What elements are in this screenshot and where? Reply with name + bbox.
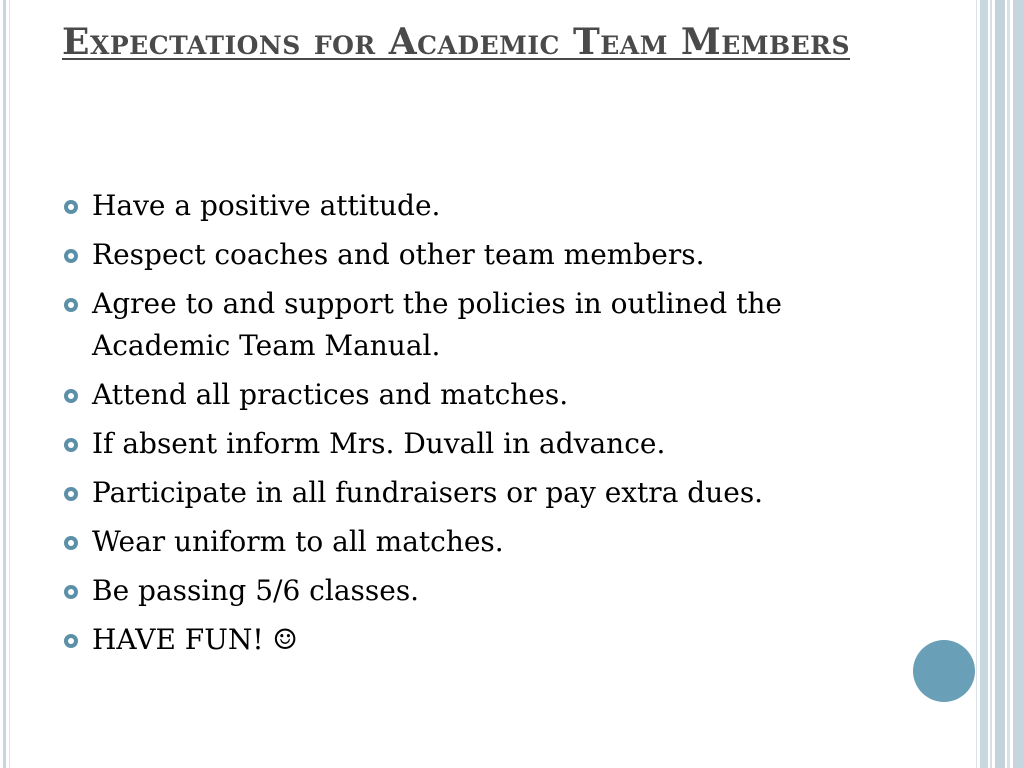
stripe [1013, 0, 1024, 768]
stripe [976, 0, 977, 768]
stripe [980, 0, 988, 768]
left-border-line [3, 0, 6, 768]
list-item [62, 619, 892, 661]
list-item-text: Have a positive attitude. [92, 189, 441, 222]
circle-bullet-icon [64, 585, 78, 599]
bullet-list [62, 185, 892, 661]
list-item [62, 234, 892, 276]
right-decorative-stripes [976, 0, 1024, 768]
stripe [1007, 0, 1010, 768]
list-item [62, 570, 892, 612]
circle-bullet-icon [64, 487, 78, 501]
list-item-text: Attend all practices and matches. [92, 378, 569, 411]
slide-title: Expectations for Academic Team Members [62, 21, 851, 63]
list-item-text: If absent inform Mrs. Duvall in advance. [92, 427, 666, 460]
list-item-text: Be passing 5/6 classes. [92, 574, 420, 607]
circle-bullet-icon [64, 200, 78, 214]
stripe [995, 0, 1005, 768]
left-border-line-thin [9, 0, 10, 768]
list-item-text: Wear uniform to all matches. [92, 525, 504, 558]
list-item-text: Respect coaches and other team members. [92, 238, 705, 271]
list-item-text: HAVE FUN! ☺ [92, 623, 298, 656]
list-item [62, 185, 892, 227]
list-item-text: Participate in all fundraisers or pay extra dues. [92, 476, 764, 509]
list-item [62, 472, 892, 514]
circle-bullet-icon [64, 536, 78, 550]
circle-bullet-icon [64, 438, 78, 452]
list-item [62, 521, 892, 563]
circle-bullet-icon [64, 634, 78, 648]
circle-bullet-icon [64, 249, 78, 263]
list-item-text: Agree to and support the policies in outlined the Academic Team Manual. [92, 287, 782, 362]
stripe [990, 0, 992, 768]
list-item [62, 374, 892, 416]
slide-content [62, 185, 892, 668]
circle-bullet-icon [64, 389, 78, 403]
list-item [62, 423, 892, 465]
circle-decoration [913, 640, 975, 702]
list-item [62, 283, 892, 367]
circle-bullet-icon [64, 298, 78, 312]
